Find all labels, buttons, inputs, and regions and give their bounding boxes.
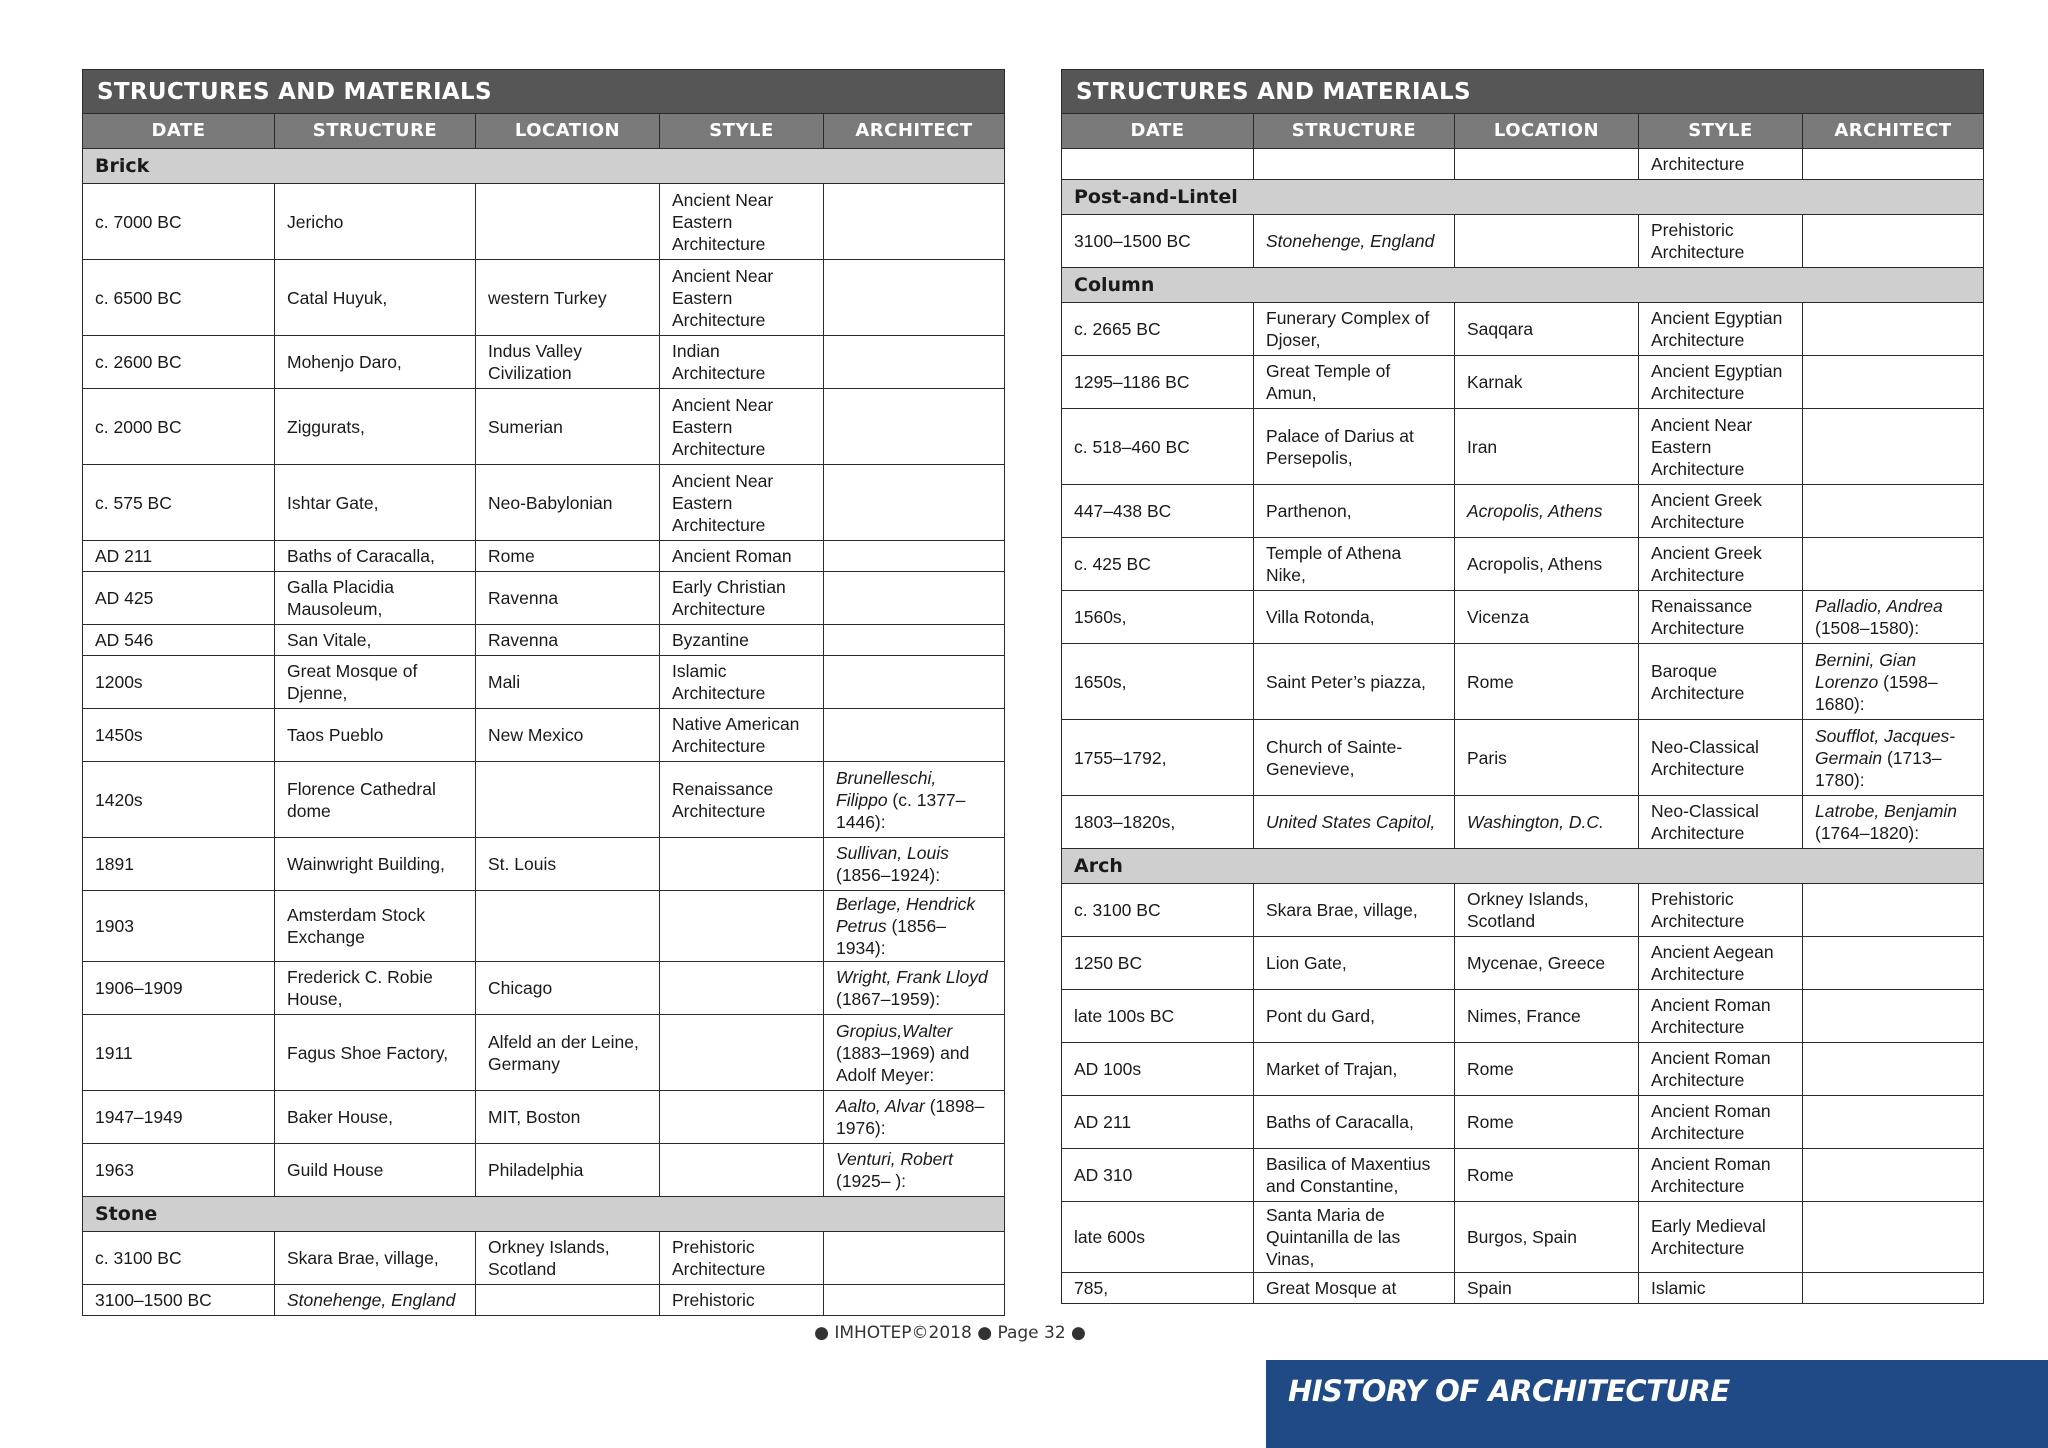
date-cell: c. 3100 BC — [1062, 884, 1254, 937]
location-cell: Orkney Islands, Scotland — [476, 1232, 660, 1285]
table-row — [1062, 937, 1984, 990]
date-cell: late 600s — [1062, 1202, 1254, 1273]
style-cell: Byzantine — [660, 625, 824, 656]
table-row — [83, 656, 1005, 709]
style-cell: Ancient Aegean Architecture — [1639, 937, 1803, 990]
location-cell: St. Louis — [476, 838, 660, 891]
table-row — [1062, 1273, 1984, 1304]
date-cell: AD 425 — [83, 572, 275, 625]
architect-name: Sullivan, Louis — [836, 843, 949, 863]
column-header-date: DATE — [1062, 114, 1254, 149]
table-row — [1062, 149, 1984, 180]
location-cell: Nimes, France — [1455, 990, 1639, 1043]
structure-cell: Wainwright Building, — [275, 838, 476, 891]
structure-cell: Pont du Gard, — [1254, 990, 1455, 1043]
architect-cell — [1803, 409, 1984, 485]
table-row — [1062, 1096, 1984, 1149]
date-cell: 1947–1949 — [83, 1091, 275, 1144]
location-cell: Saqqara — [1455, 303, 1639, 356]
location-cell — [476, 762, 660, 838]
date-cell: 1650s, — [1062, 644, 1254, 720]
architect-dates: (1713–1780): — [1815, 747, 1942, 790]
location-cell: Karnak — [1455, 356, 1639, 409]
style-cell: Baroque Architecture — [1639, 644, 1803, 720]
structure-cell: Skara Brae, village, — [275, 1232, 476, 1285]
style-cell: Ancient Roman — [660, 541, 824, 572]
date-cell: 1803–1820s, — [1062, 796, 1254, 849]
style-cell: Prehistoric Architecture — [660, 1232, 824, 1285]
column-header-style: STYLE — [1639, 114, 1803, 149]
date-cell: 3100–1500 BC — [83, 1285, 275, 1316]
section-heading: Post-and-Lintel — [1062, 180, 1984, 215]
architect-cell — [824, 625, 1005, 656]
architect-name: Bernini, Gian Lorenzo — [1815, 649, 1917, 692]
structure-cell: Frederick C. Robie House, — [275, 962, 476, 1015]
location-cell: Neo-Babylonian — [476, 465, 660, 541]
location-cell: Mali — [476, 656, 660, 709]
table-row — [83, 1144, 1005, 1197]
date-cell: c. 6500 BC — [83, 260, 275, 336]
structure-cell: Baker House, — [275, 1091, 476, 1144]
style-cell — [660, 962, 824, 1015]
structure-cell: Market of Trajan, — [1254, 1043, 1455, 1096]
location-cell: Spain — [1455, 1273, 1639, 1304]
location-cell: Vicenza — [1455, 591, 1639, 644]
architect-cell — [1803, 149, 1984, 180]
section-row — [83, 1197, 1005, 1232]
date-cell: 1891 — [83, 838, 275, 891]
section-heading: Arch — [1062, 849, 1984, 884]
structure-cell: Parthenon, — [1254, 485, 1455, 538]
structure-cell: Great Temple of Amun, — [1254, 356, 1455, 409]
date-cell: 1200s — [83, 656, 275, 709]
structure-cell: United States Capitol, — [1254, 796, 1455, 849]
table-row — [83, 184, 1005, 260]
architect-cell — [824, 656, 1005, 709]
date-cell: c. 2600 BC — [83, 336, 275, 389]
structure-cell: Fagus Shoe Factory, — [275, 1015, 476, 1091]
architect-cell — [824, 184, 1005, 260]
section-row — [1062, 849, 1984, 884]
architect-name: Latrobe, Benjamin — [1815, 801, 1958, 821]
style-cell: Renaissance Architecture — [660, 762, 824, 838]
style-cell: Ancient Roman Architecture — [1639, 990, 1803, 1043]
architect-cell — [1803, 1202, 1984, 1273]
date-cell: 447–438 BC — [1062, 485, 1254, 538]
table-row — [83, 838, 1005, 891]
architect-cell — [824, 260, 1005, 336]
architect-cell — [1803, 356, 1984, 409]
structure-cell: Skara Brae, village, — [1254, 884, 1455, 937]
column-header-structure: STRUCTURE — [1254, 114, 1455, 149]
structure-cell: Jericho — [275, 184, 476, 260]
table-title: STRUCTURES AND MATERIALS — [1062, 70, 1984, 114]
architect-cell — [1803, 720, 1984, 796]
architect-cell — [824, 541, 1005, 572]
table-row — [83, 1091, 1005, 1144]
structure-cell: Baths of Caracalla, — [1254, 1096, 1455, 1149]
structure-cell: Villa Rotonda, — [1254, 591, 1455, 644]
table-row — [83, 336, 1005, 389]
table-row — [1062, 591, 1984, 644]
architect-cell — [824, 389, 1005, 465]
architect-cell — [1803, 644, 1984, 720]
style-cell: Prehistoric Architecture — [1639, 884, 1803, 937]
structures-table-left — [82, 69, 1005, 1316]
style-cell: Ancient Egyptian Architecture — [1639, 356, 1803, 409]
location-cell — [1455, 149, 1639, 180]
table-row — [83, 389, 1005, 465]
date-cell: c. 2665 BC — [1062, 303, 1254, 356]
architect-cell — [1803, 485, 1984, 538]
architect-cell — [824, 838, 1005, 891]
date-cell: 3100–1500 BC — [1062, 215, 1254, 268]
date-cell: AD 100s — [1062, 1043, 1254, 1096]
architect-cell — [824, 1091, 1005, 1144]
location-cell: Alfeld an der Leine, Germany — [476, 1015, 660, 1091]
structure-cell: Basilica of Maxentius and Constantine, — [1254, 1149, 1455, 1202]
table-row — [83, 762, 1005, 838]
architect-cell — [824, 465, 1005, 541]
style-cell: Early Medieval Architecture — [1639, 1202, 1803, 1273]
style-cell: Renaissance Architecture — [1639, 591, 1803, 644]
architect-cell — [1803, 937, 1984, 990]
table-row — [83, 1285, 1005, 1316]
date-cell: 1450s — [83, 709, 275, 762]
architect-name: Gropius,Walter — [836, 1020, 953, 1041]
architect-cell — [824, 336, 1005, 389]
table-row — [1062, 409, 1984, 485]
column-header-architect: ARCHITECT — [1803, 114, 1984, 149]
date-cell: 1903 — [83, 891, 275, 962]
date-cell: c. 518–460 BC — [1062, 409, 1254, 485]
architect-name: Aalto, Alvar — [836, 1096, 925, 1116]
table-row — [83, 709, 1005, 762]
style-cell — [660, 1144, 824, 1197]
date-cell: AD 546 — [83, 625, 275, 656]
structure-cell: San Vitale, — [275, 625, 476, 656]
section-heading: Brick — [83, 149, 1005, 184]
table-row — [1062, 644, 1984, 720]
date-cell: 1560s, — [1062, 591, 1254, 644]
table-row — [83, 962, 1005, 1015]
date-cell: late 100s BC — [1062, 990, 1254, 1043]
table-body — [1062, 149, 1984, 1304]
structure-cell: Baths of Caracalla, — [275, 541, 476, 572]
date-cell: AD 310 — [1062, 1149, 1254, 1202]
style-cell: Ancient Roman Architecture — [1639, 1096, 1803, 1149]
style-cell: Neo-Classical Architecture — [1639, 796, 1803, 849]
architect-cell — [824, 762, 1005, 838]
architect-cell — [1803, 538, 1984, 591]
structure-cell: Saint Peter’s piazza, — [1254, 644, 1455, 720]
style-cell: Prehistoric — [660, 1285, 824, 1316]
location-cell: Mycenae, Greece — [1455, 937, 1639, 990]
table-row — [1062, 796, 1984, 849]
style-cell: Ancient Near Eastern Architecture — [660, 260, 824, 336]
architect-name: Soufflot, Jacques-Germain — [1815, 725, 1956, 768]
location-cell: Sumerian — [476, 389, 660, 465]
table-row — [83, 891, 1005, 962]
location-cell: Rome — [1455, 644, 1639, 720]
style-cell: Early Christian Architecture — [660, 572, 824, 625]
date-cell: 1963 — [83, 1144, 275, 1197]
style-cell: Ancient Greek Architecture — [1639, 485, 1803, 538]
architect-dates: (1764–1820): — [1815, 823, 1920, 843]
date-cell: 1295–1186 BC — [1062, 356, 1254, 409]
architect-cell — [824, 709, 1005, 762]
location-cell: Rome — [476, 541, 660, 572]
location-cell: Ravenna — [476, 572, 660, 625]
structure-cell: Great Mosque of Djenne, — [275, 656, 476, 709]
structure-cell: Amsterdam Stock Exchange — [275, 891, 476, 962]
table-row — [1062, 356, 1984, 409]
location-cell: MIT, Boston — [476, 1091, 660, 1144]
style-cell — [660, 838, 824, 891]
location-cell: Rome — [1455, 1043, 1639, 1096]
architect-dates: (1598–1680): — [1815, 671, 1938, 714]
location-cell: New Mexico — [476, 709, 660, 762]
style-cell: Islamic Architecture — [660, 656, 824, 709]
architect-cell — [1803, 303, 1984, 356]
architect-cell — [1803, 215, 1984, 268]
date-cell: 785, — [1062, 1273, 1254, 1304]
location-cell: western Turkey — [476, 260, 660, 336]
structure-cell: Florence Cathedral dome — [275, 762, 476, 838]
structure-cell: Ishtar Gate, — [275, 465, 476, 541]
structure-cell — [1254, 149, 1455, 180]
column-header-location: LOCATION — [476, 114, 660, 149]
location-cell: Rome — [1455, 1149, 1639, 1202]
table-row — [1062, 1202, 1984, 1273]
section-row — [1062, 180, 1984, 215]
architect-cell — [1803, 1149, 1984, 1202]
table-row — [1062, 215, 1984, 268]
style-cell: Ancient Egyptian Architecture — [1639, 303, 1803, 356]
structure-cell: Church of Sainte-Genevieve, — [1254, 720, 1455, 796]
section-heading: Column — [1062, 268, 1984, 303]
location-cell: Philadelphia — [476, 1144, 660, 1197]
architect-name: Venturi, Robert — [836, 1149, 954, 1169]
date-cell: 1420s — [83, 762, 275, 838]
style-cell: Ancient Greek Architecture — [1639, 538, 1803, 591]
style-cell: Architecture — [1639, 149, 1803, 180]
location-cell — [476, 891, 660, 962]
style-cell: Ancient Roman Architecture — [1639, 1149, 1803, 1202]
architect-cell — [824, 1144, 1005, 1197]
architect-dates: (1856–1934): — [836, 916, 946, 958]
architect-dates: (1883–1969) and Adolf Meyer: — [836, 1042, 970, 1085]
architect-dates: (1508–1580): — [1815, 618, 1920, 638]
style-cell: Ancient Near Eastern Architecture — [1639, 409, 1803, 485]
architect-dates: (1856–1924): — [836, 865, 941, 885]
architect-cell — [824, 891, 1005, 962]
structures-table-right — [1061, 69, 1984, 1304]
column-header-style: STYLE — [660, 114, 824, 149]
location-cell — [476, 184, 660, 260]
location-cell — [1455, 215, 1639, 268]
architect-cell — [824, 572, 1005, 625]
table-row — [83, 541, 1005, 572]
location-cell: Orkney Islands, Scotland — [1455, 884, 1639, 937]
right-table-panel — [1061, 69, 1983, 1304]
architect-cell — [1803, 591, 1984, 644]
structure-cell: Stonehenge, England — [275, 1285, 476, 1316]
architect-dates: (c. 1377–1446): — [836, 789, 966, 832]
table-row — [1062, 884, 1984, 937]
table-row — [83, 625, 1005, 656]
date-cell: c. 2000 BC — [83, 389, 275, 465]
table-row — [1062, 720, 1984, 796]
table-row — [83, 465, 1005, 541]
style-cell — [660, 1015, 824, 1091]
date-cell: 1755–1792, — [1062, 720, 1254, 796]
date-cell: AD 211 — [1062, 1096, 1254, 1149]
style-cell: Indian Architecture — [660, 336, 824, 389]
location-cell: Rome — [1455, 1096, 1639, 1149]
title-banner — [1266, 1360, 2048, 1448]
date-cell: c. 3100 BC — [83, 1232, 275, 1285]
location-cell: Burgos, Spain — [1455, 1202, 1639, 1273]
section-row — [1062, 268, 1984, 303]
table-row — [83, 572, 1005, 625]
banner-title: HISTORY OF ARCHITECTURE — [1288, 1374, 1730, 1408]
style-cell: Islamic — [1639, 1273, 1803, 1304]
architect-cell — [1803, 1096, 1984, 1149]
table-row — [1062, 538, 1984, 591]
structure-cell: Stonehenge, England — [1254, 215, 1455, 268]
style-cell: Ancient Roman Architecture — [1639, 1043, 1803, 1096]
style-cell: Neo-Classical Architecture — [1639, 720, 1803, 796]
structure-cell: Great Mosque at — [1254, 1273, 1455, 1304]
date-cell: 1906–1909 — [83, 962, 275, 1015]
structure-cell: Guild House — [275, 1144, 476, 1197]
column-header-location: LOCATION — [1455, 114, 1639, 149]
location-cell: Washington, D.C. — [1455, 796, 1639, 849]
location-cell: Ravenna — [476, 625, 660, 656]
structure-cell: Catal Huyuk, — [275, 260, 476, 336]
column-header-architect: ARCHITECT — [824, 114, 1005, 149]
style-cell: Native American Architecture — [660, 709, 824, 762]
style-cell: Ancient Near Eastern Architecture — [660, 465, 824, 541]
structure-cell: Taos Pueblo — [275, 709, 476, 762]
location-cell — [476, 1285, 660, 1316]
page-footer: ● IMHOTEP©2018 ● Page 32 ● — [814, 1323, 1086, 1343]
location-cell: Indus Valley Civilization — [476, 336, 660, 389]
location-cell: Iran — [1455, 409, 1639, 485]
table-row — [1062, 990, 1984, 1043]
date-cell: AD 211 — [83, 541, 275, 572]
date-cell: c. 7000 BC — [83, 184, 275, 260]
structure-cell: Ziggurats, — [275, 389, 476, 465]
section-heading: Stone — [83, 1197, 1005, 1232]
architect-cell — [1803, 884, 1984, 937]
table-row — [1062, 1149, 1984, 1202]
architect-cell — [1803, 1273, 1984, 1304]
location-cell: Paris — [1455, 720, 1639, 796]
style-cell: Prehistoric Architecture — [1639, 215, 1803, 268]
date-cell — [1062, 149, 1254, 180]
style-cell: Ancient Near Eastern Architecture — [660, 389, 824, 465]
architect-dates: (1867–1959): — [836, 989, 941, 1009]
structure-cell: Funerary Complex of Djoser, — [1254, 303, 1455, 356]
date-cell: 1250 BC — [1062, 937, 1254, 990]
architect-cell — [824, 1285, 1005, 1316]
structure-cell: Temple of Athena Nike, — [1254, 538, 1455, 591]
architect-dates: (1925– ): — [836, 1171, 907, 1191]
column-header-structure: STRUCTURE — [275, 114, 476, 149]
table-body — [83, 149, 1005, 1316]
architect-name: Berlage, Hendrick Petrus — [836, 894, 976, 936]
architect-name: Palladio, Andrea — [1815, 596, 1943, 616]
architect-dates: (1898–1976): — [836, 1096, 985, 1138]
table-row — [83, 1015, 1005, 1091]
architect-cell — [1803, 796, 1984, 849]
structure-cell: Palace of Darius at Persepolis, — [1254, 409, 1455, 485]
style-cell: Ancient Near Eastern Architecture — [660, 184, 824, 260]
structure-cell: Galla Placidia Mausoleum, — [275, 572, 476, 625]
architect-cell — [1803, 1043, 1984, 1096]
table-row — [1062, 485, 1984, 538]
style-cell — [660, 891, 824, 962]
architect-cell — [824, 962, 1005, 1015]
structure-cell: Mohenjo Daro, — [275, 336, 476, 389]
structure-cell: Santa Maria de Quintanilla de las Vinas, — [1254, 1202, 1455, 1273]
date-cell: 1911 — [83, 1015, 275, 1091]
table-row — [83, 1232, 1005, 1285]
architect-name: Brunelleschi, Filippo — [836, 767, 937, 810]
section-row — [83, 149, 1005, 184]
table-row — [1062, 303, 1984, 356]
architect-cell — [1803, 990, 1984, 1043]
style-cell — [660, 1091, 824, 1144]
table-row — [83, 260, 1005, 336]
architect-cell — [824, 1232, 1005, 1285]
architect-cell — [824, 1015, 1005, 1091]
date-cell: c. 575 BC — [83, 465, 275, 541]
date-cell: c. 425 BC — [1062, 538, 1254, 591]
column-header-date: DATE — [83, 114, 275, 149]
table-row — [1062, 1043, 1984, 1096]
architect-name: Wright, Frank Lloyd — [836, 967, 988, 987]
location-cell: Chicago — [476, 962, 660, 1015]
table-title: STRUCTURES AND MATERIALS — [83, 70, 1005, 114]
left-table-panel — [82, 69, 1004, 1316]
structure-cell: Lion Gate, — [1254, 937, 1455, 990]
location-cell: Acropolis, Athens — [1455, 485, 1639, 538]
location-cell: Acropolis, Athens — [1455, 538, 1639, 591]
